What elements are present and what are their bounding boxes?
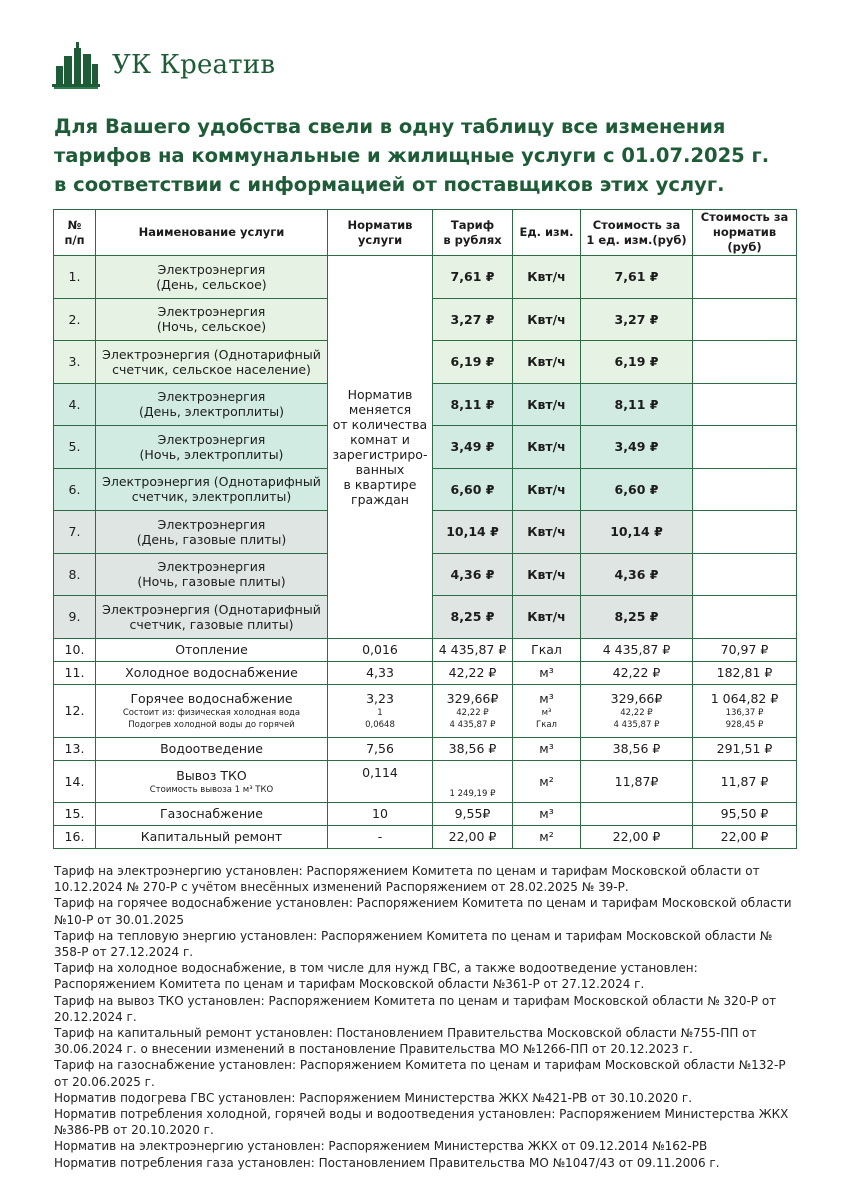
row-num: 12. bbox=[54, 684, 96, 737]
cost-norm bbox=[693, 256, 797, 299]
service-name: Капитальный ремонт bbox=[96, 825, 328, 848]
note: Тариф на тепловую энергию установлен: Распоряжением Комитета по ценам и тарифам Московской области № 358-Р от 27.12.2024 г. bbox=[54, 928, 773, 960]
row-num: 6. bbox=[54, 468, 96, 511]
norm: 7,56 bbox=[328, 737, 433, 760]
row-num: 16. bbox=[54, 825, 96, 848]
service-name: Вывоз ТКО Стоимость вывоза 1 м³ ТКО bbox=[96, 760, 328, 802]
service-name: Электроэнергия (Ночь, сельское) bbox=[96, 298, 328, 341]
note: Норматив подогрева ГВС установлен: Распоряжением Министерства ЖКХ №421-РВ от 30.10.2020 г. bbox=[54, 1090, 693, 1105]
norm: - bbox=[328, 825, 433, 848]
table-row bbox=[54, 638, 797, 661]
cost-norm: 11,87 ₽ bbox=[693, 760, 797, 802]
header-num: № п/п bbox=[54, 210, 96, 256]
cost-unit bbox=[581, 802, 693, 825]
tariff: 7,61 ₽ bbox=[433, 256, 513, 299]
tariff: 329,66₽ 42,22 ₽ 4 435,87 ₽ bbox=[433, 684, 513, 737]
header-tariff: Тариф в рублях bbox=[433, 210, 513, 256]
service-name: Электроэнергия (Однотарифный счетчик, сельское население) bbox=[96, 341, 328, 384]
brand-logo bbox=[52, 40, 275, 90]
note: Норматив потребления газа установлен: Постановлением Правительства МО №1047/43 от 09.11.2006 г. bbox=[54, 1155, 720, 1170]
unit: м² bbox=[513, 760, 581, 802]
cost-norm bbox=[693, 553, 797, 596]
row-num: 4. bbox=[54, 383, 96, 426]
cost-unit: 10,14 ₽ bbox=[581, 511, 693, 554]
service-name: Электроэнергия (День, сельское) bbox=[96, 256, 328, 299]
row-num: 2. bbox=[54, 298, 96, 341]
table-row bbox=[54, 661, 797, 684]
norm: 3,23 1 0,0648 bbox=[328, 684, 433, 737]
headline-line: Для Вашего удобства свели в одну таблицу все изменения bbox=[54, 115, 726, 138]
unit: Квт/ч bbox=[513, 553, 581, 596]
unit: Квт/ч bbox=[513, 341, 581, 384]
cost-unit: 4,36 ₽ bbox=[581, 553, 693, 596]
page-headline bbox=[54, 112, 814, 199]
row-num: 3. bbox=[54, 341, 96, 384]
tariff: 3,27 ₽ bbox=[433, 298, 513, 341]
cost-unit: 8,25 ₽ bbox=[581, 596, 693, 639]
headline-line: тарифов на коммунальные и жилищные услуги с 01.07.2025 г. bbox=[54, 144, 770, 167]
cost-norm: 1 064,82 ₽ 136,37 ₽ 928,45 ₽ bbox=[693, 684, 797, 737]
city-skyline-icon bbox=[52, 40, 100, 90]
note: Тариф на горячее водоснабжение установлен: Распоряжением Комитета по ценам и тарифам Московской области №10-Р от 30.01.2025 bbox=[54, 896, 792, 927]
tariff: 4,36 ₽ bbox=[433, 553, 513, 596]
unit: Квт/ч bbox=[513, 468, 581, 511]
cost-unit: 6,60 ₽ bbox=[581, 468, 693, 511]
row-num: 14. bbox=[54, 760, 96, 802]
row-num: 15. bbox=[54, 802, 96, 825]
row-num: 10. bbox=[54, 638, 96, 661]
header-norm: Норматив услуги bbox=[328, 210, 433, 256]
cost-unit: 6,19 ₽ bbox=[581, 341, 693, 384]
tariff: 6,19 ₽ bbox=[433, 341, 513, 384]
row-num: 13. bbox=[54, 737, 96, 760]
electricity-norm-note: Норматив меняется от количества комнат и зарегистриро- ванных в квартире граждан bbox=[328, 256, 433, 639]
note: Тариф на вывоз ТКО установлен: Распоряжением Комитета по ценам и тарифам Московской области № 320-Р от 20.12.2024 г. bbox=[54, 993, 777, 1024]
tariffs-table bbox=[53, 209, 797, 849]
note: Тариф на капитальный ремонт установлен: Постановлением Правительства Московской области №755-ПП от 30.06.2024 г. о внесении изменений в постановление Правительства МО №1266-ПП от 20.12.2023 г. bbox=[54, 1026, 757, 1057]
cost-norm bbox=[693, 341, 797, 384]
headline-line: в соответствии с информацией от поставщиков этих услуг. bbox=[54, 173, 725, 196]
tariff: 1 249,19 ₽ bbox=[433, 760, 513, 802]
service-name: Электроэнергия (Однотарифный счетчик, газовые плиты) bbox=[96, 596, 328, 639]
tariff: 38,56 ₽ bbox=[433, 737, 513, 760]
table-row bbox=[54, 802, 797, 825]
cost-unit: 42,22 ₽ bbox=[581, 661, 693, 684]
tariff: 8,11 ₽ bbox=[433, 383, 513, 426]
note: Тариф на холодное водоснабжение, в том числе для нужд ГВС, а также водоотведение установлен: Распоряжением Комитета по ценам и тарифам Московской области №361-Р от 27.12.2024 г. bbox=[54, 961, 698, 992]
header-service: Наименование услуги bbox=[96, 210, 328, 256]
table-header-row bbox=[54, 210, 797, 256]
service-name: Электроэнергия (Ночь, электроплиты) bbox=[96, 426, 328, 469]
legal-notes bbox=[54, 863, 799, 1171]
service-name: Отопление bbox=[96, 638, 328, 661]
service-name: Водоотведение bbox=[96, 737, 328, 760]
tariff: 4 435,87 ₽ bbox=[433, 638, 513, 661]
unit: Квт/ч bbox=[513, 256, 581, 299]
unit: Квт/ч bbox=[513, 298, 581, 341]
cost-unit: 7,61 ₽ bbox=[581, 256, 693, 299]
unit: м² bbox=[513, 825, 581, 848]
header-cost-unit: Стоимость за 1 ед. изм.(руб) bbox=[581, 210, 693, 256]
row-num: 11. bbox=[54, 661, 96, 684]
tariff: 22,00 ₽ bbox=[433, 825, 513, 848]
table-row bbox=[54, 825, 797, 848]
cost-norm: 22,00 ₽ bbox=[693, 825, 797, 848]
service-name: Электроэнергия (Ночь, газовые плиты) bbox=[96, 553, 328, 596]
cost-norm: 70,97 ₽ bbox=[693, 638, 797, 661]
unit: Квт/ч bbox=[513, 383, 581, 426]
unit: Гкал bbox=[513, 638, 581, 661]
cost-norm: 182,81 ₽ bbox=[693, 661, 797, 684]
cost-norm: 291,51 ₽ bbox=[693, 737, 797, 760]
table-row bbox=[54, 684, 797, 737]
cost-unit: 8,11 ₽ bbox=[581, 383, 693, 426]
cost-unit: 329,66₽ 42,22 ₽ 4 435,87 ₽ bbox=[581, 684, 693, 737]
tariff: 9,55₽ bbox=[433, 802, 513, 825]
header-unit: Ед. изм. bbox=[513, 210, 581, 256]
table-row bbox=[54, 256, 797, 299]
unit: м³ bbox=[513, 737, 581, 760]
cost-norm bbox=[693, 468, 797, 511]
tariff: 42,22 ₽ bbox=[433, 661, 513, 684]
note: Норматив на электроэнергию установлен: Распоряжением Министерства ЖКХ от 09.12.2014 №162-РВ bbox=[54, 1139, 708, 1154]
cost-unit: 4 435,87 ₽ bbox=[581, 638, 693, 661]
service-name: Электроэнергия (Однотарифный счетчик, электроплиты) bbox=[96, 468, 328, 511]
note: Норматив потребления холодной, горячей воды и водоотведения установлен: Распоряжением Министерства ЖКХ №386-РВ от 20.10.2020 г. bbox=[54, 1107, 789, 1138]
table-row bbox=[54, 760, 797, 802]
unit: Квт/ч bbox=[513, 426, 581, 469]
unit: Квт/ч bbox=[513, 596, 581, 639]
row-num: 5. bbox=[54, 426, 96, 469]
tariff: 10,14 ₽ bbox=[433, 511, 513, 554]
unit: м³ bbox=[513, 661, 581, 684]
tariff: 3,49 ₽ bbox=[433, 426, 513, 469]
unit: м³ bbox=[513, 802, 581, 825]
note: Тариф на электроэнергию установлен: Распоряжением Комитета по ценам и тарифам Московской области от 10.12.2024 № 270-Р с учётом внесённых изменений Распоряжением от 28.02.2025 № 39-Р. bbox=[54, 864, 760, 895]
unit: Квт/ч bbox=[513, 511, 581, 554]
header-cost-norm: Стоимость за норматив (руб) bbox=[693, 210, 797, 256]
cost-unit: 3,27 ₽ bbox=[581, 298, 693, 341]
row-num: 9. bbox=[54, 596, 96, 639]
cost-unit: 11,87₽ bbox=[581, 760, 693, 802]
cost-norm bbox=[693, 426, 797, 469]
cost-unit: 38,56 ₽ bbox=[581, 737, 693, 760]
norm: 10 bbox=[328, 802, 433, 825]
service-name: Горячее водоснабжение Состоит из: физическая холодная вода Подогрев холодной воды до горячей bbox=[96, 684, 328, 737]
cost-norm bbox=[693, 383, 797, 426]
row-num: 7. bbox=[54, 511, 96, 554]
norm: 4,33 bbox=[328, 661, 433, 684]
tariff: 8,25 ₽ bbox=[433, 596, 513, 639]
unit: м³ м³ Гкал bbox=[513, 684, 581, 737]
table-row bbox=[54, 737, 797, 760]
cost-unit: 3,49 ₽ bbox=[581, 426, 693, 469]
note: Тариф на газоснабжение установлен: Распоряжением Комитета по ценам и тарифам Московской области №132-Р от 20.06.2025 г. bbox=[54, 1058, 786, 1089]
cost-norm bbox=[693, 596, 797, 639]
tariff: 6,60 ₽ bbox=[433, 468, 513, 511]
brand-name: УК Креатив bbox=[112, 50, 276, 80]
cost-norm: 95,50 ₽ bbox=[693, 802, 797, 825]
norm: 0,016 bbox=[328, 638, 433, 661]
cost-norm bbox=[693, 511, 797, 554]
service-name: Холодное водоснабжение bbox=[96, 661, 328, 684]
service-name: Электроэнергия (День, газовые плиты) bbox=[96, 511, 328, 554]
service-name: Электроэнергия (День, электроплиты) bbox=[96, 383, 328, 426]
service-name: Газоснабжение bbox=[96, 802, 328, 825]
row-num: 8. bbox=[54, 553, 96, 596]
row-num: 1. bbox=[54, 256, 96, 299]
cost-unit: 22,00 ₽ bbox=[581, 825, 693, 848]
cost-norm bbox=[693, 298, 797, 341]
norm: 0,114 bbox=[328, 760, 433, 802]
